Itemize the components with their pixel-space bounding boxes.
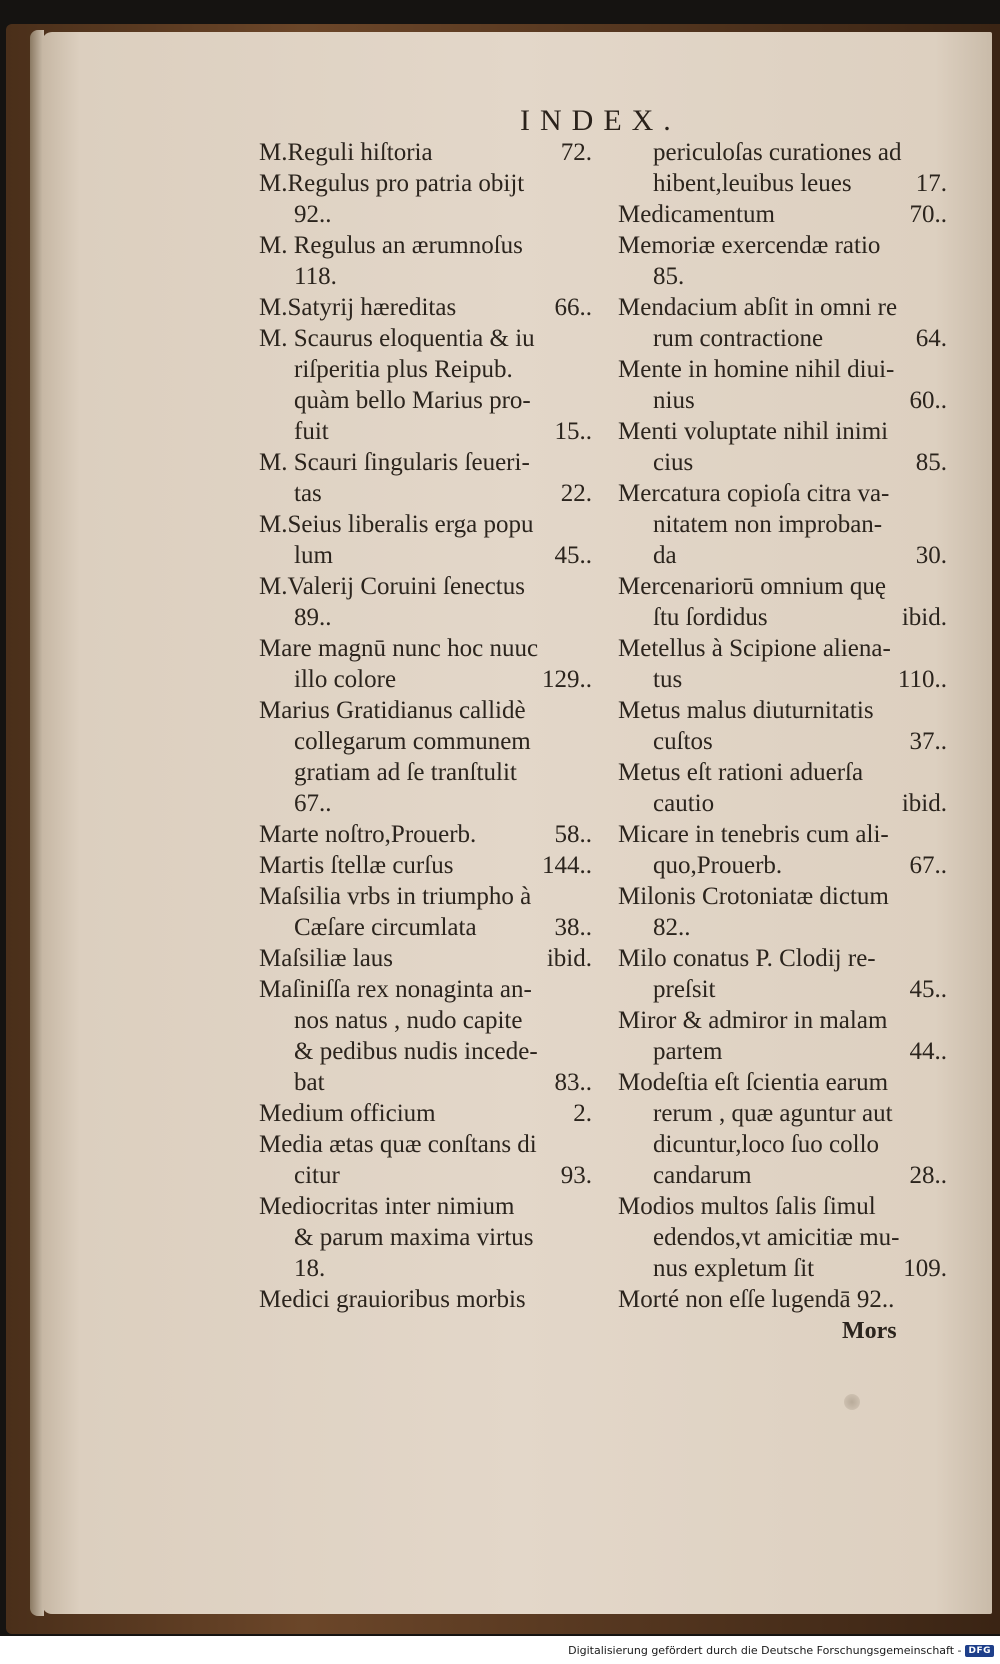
index-entry-line (618, 261, 947, 292)
index-entry-line (259, 664, 592, 695)
index-entry-line (618, 881, 947, 912)
index-entry-text: quo,Prouerb. (653, 852, 783, 879)
index-entry-line (259, 447, 592, 478)
index-entry-page: 22. (560, 480, 592, 507)
index-entry-text: 18. (294, 1255, 326, 1282)
index-entry-line (618, 1129, 947, 1160)
index-entry-line (618, 912, 947, 943)
index-entry-line (618, 323, 947, 354)
index-entry-line (618, 230, 947, 261)
index-entry-line (259, 881, 592, 912)
index-entry-line (259, 168, 592, 199)
index-entry-text: cautio (653, 790, 715, 817)
index-entry-line (259, 1253, 592, 1284)
index-entry-line (259, 540, 592, 571)
index-entry-text: 82.. (653, 914, 691, 941)
index-entry-line (618, 602, 947, 633)
index-entry-text: citur (294, 1162, 340, 1189)
index-entry-line (259, 416, 592, 447)
index-entry-line (618, 292, 947, 323)
index-entry-line (259, 1191, 592, 1222)
index-entry-text: edendos,vt amicitiæ mu- (653, 1224, 900, 1251)
index-entry-text: Mendacium abſit in omni re (618, 294, 898, 321)
index-entry-page: 44.. (909, 1038, 947, 1065)
index-entry-line (259, 726, 592, 757)
index-entry-line (618, 850, 947, 881)
index-entry-text: Martis ſtellæ curſus (259, 852, 454, 879)
index-entry-text: rum contractione (653, 325, 824, 352)
index-entry-text: M. Scauri ſingularis ſeueri- (259, 449, 530, 476)
index-entry-page: 45.. (554, 542, 592, 569)
index-entry-text: riſperitia plus Reipub. (294, 356, 513, 383)
index-entry-text: Medicamentum (618, 201, 775, 228)
index-entry-page: 109. (903, 1255, 947, 1282)
index-entry-text: M. Scaurus eloquentia & iu (259, 325, 535, 352)
index-entry-line (618, 509, 947, 540)
index-entry-text: preſsit (653, 976, 716, 1003)
index-entry-page: 67.. (909, 852, 947, 879)
index-entry-line (618, 1222, 947, 1253)
index-entry-line (618, 943, 947, 974)
index-entry-text: cius (653, 449, 694, 476)
index-entry-text: Modios multos ſalis ſimul (618, 1193, 876, 1220)
index-entry-text: nitatem non improban- (653, 511, 883, 538)
index-entry-text: Metellus à Scipione aliena- (618, 635, 891, 662)
index-entry-line (618, 1160, 947, 1191)
index-entry-line (259, 1222, 592, 1253)
index-entry-page: 129.. (542, 666, 592, 693)
index-entry-text: Marius Gratidianus callidè (259, 697, 526, 724)
index-entry-text: M.Reguli hiſtoria (259, 139, 433, 166)
index-entry-text: tas (294, 480, 322, 507)
index-entry-text: illo colore (294, 666, 397, 693)
index-entry-line (618, 1098, 947, 1129)
index-entry-page: 70.. (909, 201, 947, 228)
index-entry-line (618, 974, 947, 1005)
index-entry-text: 67.. (294, 790, 332, 817)
index-entry-page: 66.. (554, 294, 592, 321)
index-entry-line (259, 354, 592, 385)
index-entry-text: 118. (294, 263, 337, 290)
index-entry-page: ibid. (546, 945, 592, 972)
index-entry-text: M.Seius liberalis erga popu (259, 511, 534, 538)
index-entry-line (618, 1191, 947, 1222)
index-entry-line (618, 416, 947, 447)
index-entry-text: Maſsiliæ laus (259, 945, 394, 972)
index-entry-line (259, 571, 592, 602)
index-entry-line (618, 1284, 947, 1315)
index-entry-text: 89.. (294, 604, 332, 631)
index-entry-line (618, 385, 947, 416)
index-entry-page: 15.. (554, 418, 592, 445)
index-entry-text: 92.. (294, 201, 332, 228)
index-entry-line (259, 1005, 592, 1036)
index-entry-line (259, 323, 592, 354)
paper-stain (844, 1394, 860, 1410)
index-entry-text: nus expletum ſit (653, 1255, 815, 1282)
index-entry-line (259, 819, 592, 850)
index-column-left (259, 137, 592, 1315)
index-entry-text: collegarum communem (294, 728, 531, 755)
index-entry-page: 30. (915, 542, 947, 569)
index-entry-page: 64. (915, 325, 947, 352)
index-entry-page: 58.. (554, 821, 592, 848)
index-entry-text: M.Valerij Coruini ſenectus (259, 573, 525, 600)
index-entry-page: ibid. (901, 604, 947, 631)
index-entry-text: Memoriæ exercendæ ratio (618, 232, 881, 259)
index-entry-line (618, 726, 947, 757)
index-entry-line (259, 478, 592, 509)
index-entry-line (259, 695, 592, 726)
index-entry-line (259, 509, 592, 540)
index-entry-page: ibid. (901, 790, 947, 817)
index-entry-line (259, 633, 592, 664)
index-entry-line (259, 1160, 592, 1191)
index-entry-text: Mercatura copioſa citra va- (618, 480, 890, 507)
index-entry-line (259, 230, 592, 261)
index-entry-line (618, 1067, 947, 1098)
index-entry-text: Mente in homine nihil diui- (618, 356, 895, 383)
index-entry-page: 83.. (554, 1069, 592, 1096)
index-entry-line (618, 354, 947, 385)
index-entry-line (259, 199, 592, 230)
index-entry-text: Media ætas quæ conſtans di (259, 1131, 537, 1158)
index-entry-text: rerum , quæ aguntur aut (653, 1100, 893, 1127)
index-entry-text: Mediocritas inter nimium (259, 1193, 515, 1220)
index-entry-page: 72. (560, 139, 592, 166)
index-entry-line (618, 168, 947, 199)
index-entry-line (259, 385, 592, 416)
index-entry-page: 45.. (909, 976, 947, 1003)
index-entry-line (618, 1253, 947, 1284)
index-entry-line (259, 1036, 592, 1067)
index-entry-text: & pedibus nudis incede- (294, 1038, 538, 1065)
index-entry-line (259, 974, 592, 1005)
index-entry-text: M.Regulus pro patria obijt (259, 170, 525, 197)
index-entry-text: candarum (653, 1162, 752, 1189)
index-entry-line (259, 1098, 592, 1129)
dfg-logo-icon: DFG (965, 1645, 994, 1657)
footer (568, 1644, 994, 1657)
index-entry-line (618, 478, 947, 509)
index-entry-line (618, 819, 947, 850)
index-entry-line (259, 850, 592, 881)
index-entry-line (618, 540, 947, 571)
index-entry-text: Menti voluptate nihil inimi (618, 418, 889, 445)
index-entry-line (259, 261, 592, 292)
index-entry-line (618, 1005, 947, 1036)
catchword: Mors (842, 1318, 897, 1344)
index-entry-text: Medium officium (259, 1100, 436, 1127)
index-entry-page: 60.. (909, 387, 947, 414)
index-entry-line (618, 788, 947, 819)
index-entry-text: gratiam ad ſe tranſtulit (294, 759, 517, 786)
index-entry-text: Miror & admiror in malam (618, 1007, 888, 1034)
index-entry-text: Maſiniſſa rex nonaginta an- (259, 976, 532, 1003)
index-entry-text: Marte noſtro,Prouerb. (259, 821, 477, 848)
index-entry-line (618, 137, 947, 168)
index-entry-text: periculoſas curationes ad (653, 139, 902, 166)
index-entry-page: 85. (915, 449, 947, 476)
index-entry-line (259, 602, 592, 633)
index-entry-line (618, 199, 947, 230)
index-entry-text: Mercenariorū omnium quę (618, 573, 886, 600)
index-entry-page: 110.. (897, 666, 947, 693)
index-entry-page: 93. (560, 1162, 592, 1189)
index-entry-text: partem (653, 1038, 723, 1065)
index-entry-text: dicuntur,loco ſuo collo (653, 1131, 880, 1158)
index-entry-text: Medici grauioribus morbis (259, 1286, 526, 1313)
index-entry-line (259, 788, 592, 819)
index-entry-page: 37.. (909, 728, 947, 755)
index-entry-text: ſtu ſordidus (653, 604, 768, 631)
index-entry-text: da (653, 542, 677, 569)
index-entry-line (618, 757, 947, 788)
index-column-right (618, 137, 947, 1315)
index-entry-page: 38.. (554, 914, 592, 941)
index-entry-text: bat (294, 1069, 325, 1096)
index-entry-line (618, 1036, 947, 1067)
index-entry-text: 85. (653, 263, 685, 290)
index-entry-text: M.Satyrij hæreditas (259, 294, 457, 321)
index-entry-text: Milonis Crotoniatæ dictum (618, 883, 889, 910)
index-entry-page: 28.. (909, 1162, 947, 1189)
index-entry-text: tus (653, 666, 683, 693)
index-entry-text: lum (294, 542, 333, 569)
index-entry-text: Metus eſt rationi aduerſa (618, 759, 864, 786)
index-entry-text: Milo conatus P. Clodij re- (618, 945, 876, 972)
index-entry-line (259, 757, 592, 788)
index-entry-line (618, 571, 947, 602)
index-entry-page: 17. (915, 170, 947, 197)
index-entry-line (259, 1067, 592, 1098)
index-entry-text: Modeſtia eſt ſcientia earum (618, 1069, 889, 1096)
footer-credit: Digitalisierung gefördert durch die Deutsche Forschungsgemeinschaft - (568, 1644, 962, 1657)
index-entry-text: Metus malus diuturnitatis (618, 697, 874, 724)
index-entry-text: Morté non eſſe lugendā 92.. (618, 1286, 895, 1313)
index-entry-page: 144.. (542, 852, 592, 879)
index-entry-text: & parum maxima virtus (294, 1224, 534, 1251)
index-entry-text: M. Regulus an ærumnoſus (259, 232, 523, 259)
index-entry-text: Micare in tenebris cum ali- (618, 821, 889, 848)
index-entry-text: nos natus , nudo capite (294, 1007, 523, 1034)
index-entry-text: Maſsilia vrbs in triumpho à (259, 883, 532, 910)
index-entry-line (259, 1284, 592, 1315)
index-entry-text: hibent,leuibus leues (653, 170, 852, 197)
index-entry-line (618, 447, 947, 478)
index-entry-line (259, 137, 592, 168)
index-entry-line (259, 943, 592, 974)
index-entry-text: nius (653, 387, 695, 414)
index-entry-page: 2. (573, 1100, 592, 1127)
index-entry-text: quàm bello Marius pro- (294, 387, 531, 414)
index-entry-text: cuſtos (653, 728, 713, 755)
index-entry-text: fuit (294, 418, 329, 445)
running-head: INDEX. (520, 104, 681, 137)
index-entry-line (259, 1129, 592, 1160)
index-entry-line (618, 695, 947, 726)
index-entry-text: Cæſare circumlata (294, 914, 477, 941)
index-entry-line (618, 633, 947, 664)
index-entry-line (259, 912, 592, 943)
index-entry-line (618, 664, 947, 695)
index-entry-text: Mare magnū nunc hoc nuuc (259, 635, 539, 662)
index-entry-line (259, 292, 592, 323)
